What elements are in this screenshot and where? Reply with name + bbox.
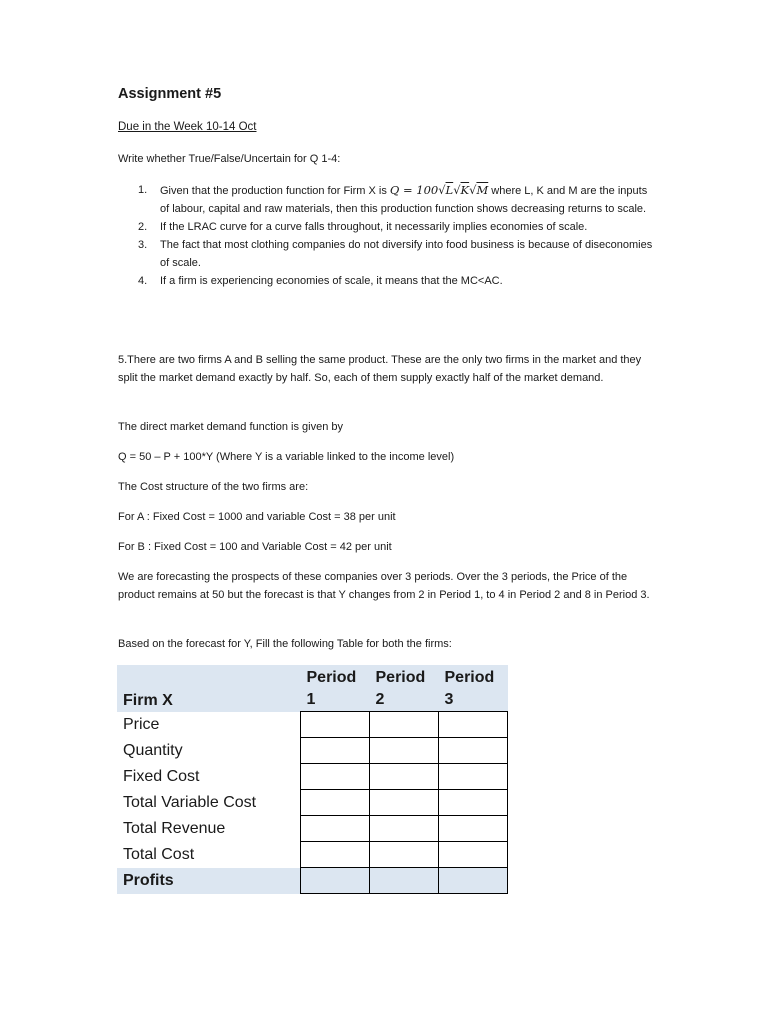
table-cell[interactable] (370, 712, 439, 738)
table-row (117, 712, 508, 738)
question-3 (138, 236, 658, 272)
table-cell[interactable] (301, 790, 370, 816)
demand-label: The direct market demand function is given by (118, 421, 344, 433)
table-row (117, 842, 508, 868)
question-1 (138, 181, 658, 218)
question-number: 4. (138, 275, 148, 287)
assignment-title: Assignment #5 (118, 86, 222, 102)
firm-table (117, 665, 508, 894)
table-cell[interactable] (439, 842, 508, 868)
question-number: 1. (138, 184, 148, 196)
table-row (117, 738, 508, 764)
question-4 (138, 272, 658, 290)
row-label-fixed-cost: Fixed Cost (123, 767, 200, 785)
firm-a-cost: For A : Fixed Cost = 1000 and variable Cost = 38 per unit (118, 511, 396, 523)
period-1-header: Period 1 (301, 665, 370, 712)
table-cell[interactable] (370, 764, 439, 790)
table-cell[interactable] (439, 868, 508, 894)
table-header-row (117, 665, 508, 712)
table-cell[interactable] (439, 790, 508, 816)
table-cell[interactable] (301, 738, 370, 764)
table-cell[interactable] (370, 842, 439, 868)
row-label-total-cost: Total Cost (123, 845, 195, 863)
table-cell[interactable] (370, 738, 439, 764)
instruction-text: Write whether True/False/Uncertain for Q 1-4: (118, 153, 341, 165)
question-2-text: If the LRAC curve for a curve falls throughout, it necessarily implies economies of scale. (160, 221, 588, 233)
demand-equation: Q = 50 – P + 100*Y (Where Y is a variable linked to the income level) (118, 451, 455, 463)
table-row (117, 790, 508, 816)
table-cell[interactable] (439, 816, 508, 842)
table-row (117, 764, 508, 790)
fill-instruction: Based on the forecast for Y, Fill the following Table for both the firms: (118, 638, 452, 650)
table-cell[interactable] (301, 712, 370, 738)
row-label-profits: Profits (117, 868, 301, 894)
table-cell[interactable] (439, 738, 508, 764)
table-cell[interactable] (370, 790, 439, 816)
table-corner-label: Firm X (117, 665, 301, 712)
row-label-total-revenue: Total Revenue (123, 819, 226, 837)
forecast-text: We are forecasting the prospects of these companies over 3 periods. Over the 3 periods, the Price of the product remains at 50 but the forecast is that Y changes from 2 in Period 1, to 4 in Period 2 and 8 in Period 3. (118, 571, 650, 601)
question-2 (138, 218, 658, 236)
question-1-text-post: where L, K and M are the inputs of labour, capital and raw materials, then this production function shows decreasing returns to scale. (160, 185, 648, 215)
question-3-text: The fact that most clothing companies do not diversify into food business is because of diseconomies of scale. (160, 239, 653, 269)
question-4-text: If a firm is experiencing economies of scale, it means that the MC<AC. (160, 275, 503, 287)
q5-intro: 5.There are two firms A and B selling the same product. These are the only two firms in the market and they split the market demand exactly by half. So, each of them supply exactly half of the market demand. (118, 354, 642, 384)
question-list (138, 181, 658, 290)
table-cell[interactable] (301, 842, 370, 868)
row-label-total-variable-cost: Total Variable Cost (123, 793, 257, 811)
question-1-text-pre: Given that the production function for Firm X is (160, 185, 390, 197)
due-date: Due in the Week 10-14 Oct (118, 121, 257, 133)
table-cell[interactable] (439, 712, 508, 738)
production-formula: Q = 100√L√K√M (389, 183, 489, 197)
table-cell[interactable] (301, 764, 370, 790)
row-label-price: Price (123, 715, 160, 733)
period-3-header: Period 3 (439, 665, 508, 712)
table-row-profits (117, 868, 508, 894)
table-cell[interactable] (301, 868, 370, 894)
firm-b-cost: For B : Fixed Cost = 100 and Variable Cost = 42 per unit (118, 541, 392, 553)
table-cell[interactable] (439, 764, 508, 790)
question-number: 3. (138, 239, 148, 251)
table-cell[interactable] (370, 868, 439, 894)
cost-label: The Cost structure of the two firms are: (118, 481, 309, 493)
table-row (117, 816, 508, 842)
period-2-header: Period 2 (370, 665, 439, 712)
table-cell[interactable] (370, 816, 439, 842)
table-cell[interactable] (301, 816, 370, 842)
row-label-quantity: Quantity (123, 741, 183, 759)
question-number: 2. (138, 221, 148, 233)
